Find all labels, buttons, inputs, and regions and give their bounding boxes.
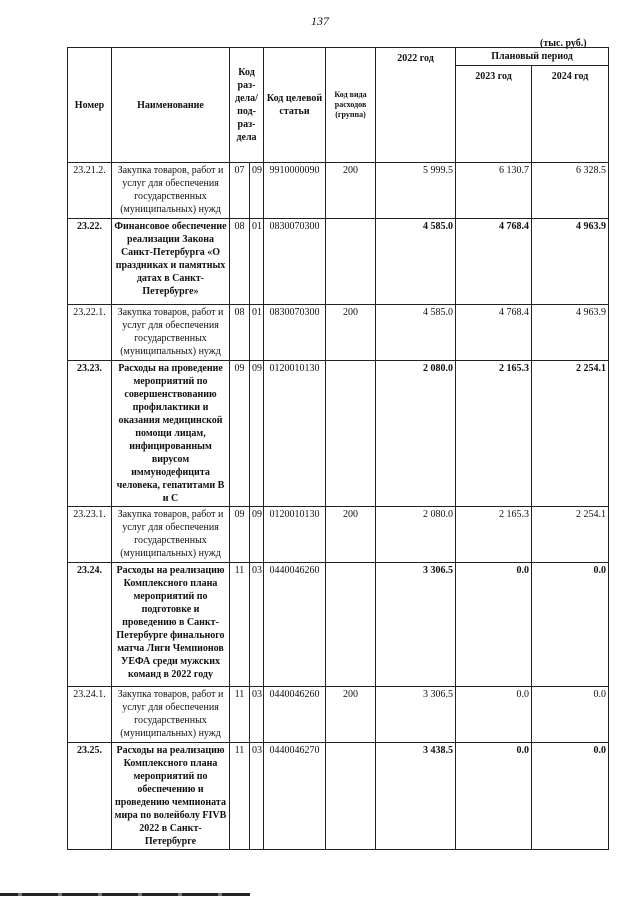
units-label: (тыс. руб.)	[540, 38, 587, 49]
row-amount-2023: 0.0	[456, 743, 532, 850]
row-amount-2023: 2 165.3	[456, 507, 532, 563]
row-subsection: 09	[250, 163, 264, 219]
row-section: 11	[230, 743, 250, 850]
table-row	[68, 305, 609, 361]
row-subsection: 09	[250, 361, 264, 507]
table-header	[68, 48, 609, 163]
row-amount-2023: 0.0	[456, 687, 532, 743]
row-name: Закупка товаров, работ и услуг для обеспечения государственных (муниципальных) нужд	[112, 163, 230, 219]
row-amount-2024: 0.0	[532, 563, 609, 687]
row-amount-2023: 2 165.3	[456, 361, 532, 507]
row-name: Расходы на реализацию Комплексного плана мероприятий по обеспечению и проведению чемпионата мира по волейболу FIVB 2022 в Санкт-Петербурге	[112, 743, 230, 850]
row-expense-type	[326, 361, 376, 507]
row-section: 07	[230, 163, 250, 219]
row-amount-2022: 3 306.5	[376, 563, 456, 687]
row-number: 23.22.1.	[68, 305, 112, 361]
header-expense-type: Код вида расходов (группа)	[326, 48, 376, 163]
row-number: 23.24.	[68, 563, 112, 687]
row-amount-2022: 4 585.0	[376, 219, 456, 305]
row-amount-2024: 2 254.1	[532, 361, 609, 507]
table-row	[68, 687, 609, 743]
row-section: 11	[230, 563, 250, 687]
header-year-2023: 2023 год	[456, 66, 532, 163]
budget-table	[67, 47, 609, 850]
row-expense-type: 200	[326, 163, 376, 219]
header-target: Код целевой статьи	[264, 48, 326, 163]
row-number: 23.23.	[68, 361, 112, 507]
header-name: Наименование	[112, 48, 230, 163]
page-number: 137	[311, 14, 329, 28]
row-section: 09	[230, 361, 250, 507]
row-amount-2024: 6 328.5	[532, 163, 609, 219]
table-row	[68, 163, 609, 219]
row-expense-type: 200	[326, 687, 376, 743]
row-name: Закупка товаров, работ и услуг для обеспечения государственных (муниципальных) нужд	[112, 305, 230, 361]
table-row	[68, 563, 609, 687]
row-number: 23.22.	[68, 219, 112, 305]
row-number: 23.25.	[68, 743, 112, 850]
row-subsection: 03	[250, 563, 264, 687]
row-amount-2022: 3 306.5	[376, 687, 456, 743]
row-section: 09	[230, 507, 250, 563]
row-section: 08	[230, 305, 250, 361]
row-target-code: 0120010130	[264, 361, 326, 507]
row-target-code: 0830070300	[264, 305, 326, 361]
row-section: 08	[230, 219, 250, 305]
header-number: Номер	[68, 48, 112, 163]
row-expense-type: 200	[326, 305, 376, 361]
row-amount-2023: 4 768.4	[456, 219, 532, 305]
row-expense-type	[326, 743, 376, 850]
header-section: Код раз- дела/ под- раз- дела	[230, 48, 264, 163]
row-subsection: 03	[250, 743, 264, 850]
row-amount-2024: 4 963.9	[532, 219, 609, 305]
row-amount-2024: 4 963.9	[532, 305, 609, 361]
row-target-code: 0830070300	[264, 219, 326, 305]
table-row	[68, 219, 609, 305]
row-amount-2024: 2 254.1	[532, 507, 609, 563]
row-target-code: 0440046260	[264, 563, 326, 687]
row-subsection: 01	[250, 219, 264, 305]
row-subsection: 03	[250, 687, 264, 743]
header-year-2022: 2022 год	[376, 48, 456, 163]
table-row	[68, 361, 609, 507]
row-name: Закупка товаров, работ и услуг для обеспечения государственных (муниципальных) нужд	[112, 687, 230, 743]
row-subsection: 09	[250, 507, 264, 563]
row-amount-2022: 5 999.5	[376, 163, 456, 219]
table-row	[68, 507, 609, 563]
row-name: Закупка товаров, работ и услуг для обеспечения государственных (муниципальных) нужд	[112, 507, 230, 563]
row-name: Расходы на реализацию Комплексного плана мероприятий по подготовке и проведению в Санкт-Петербурге финального матча Лиги Чемпионов УЕФА среди мужских команд в 2022 году	[112, 563, 230, 687]
row-target-code: 0440046260	[264, 687, 326, 743]
row-target-code: 0120010130	[264, 507, 326, 563]
scan-edge-mark	[0, 893, 250, 896]
row-target-code: 0440046270	[264, 743, 326, 850]
row-number: 23.21.2.	[68, 163, 112, 219]
row-target-code: 9910000090	[264, 163, 326, 219]
table-row	[68, 743, 609, 850]
row-subsection: 01	[250, 305, 264, 361]
row-name: Финансовое обеспечение реализации Закона Санкт-Петербурга «О праздниках и памятных датах в Санкт-Петербурге»	[112, 219, 230, 305]
row-name: Расходы на проведение мероприятий по совершенствованию профилактики и оказания медицинской помощи лицам, инфицированным вирусом иммунодефицита человека, гепатитами В и С	[112, 361, 230, 507]
row-amount-2022: 4 585.0	[376, 305, 456, 361]
row-section: 11	[230, 687, 250, 743]
row-amount-2024: 0.0	[532, 687, 609, 743]
row-expense-type	[326, 219, 376, 305]
table-body	[68, 163, 609, 850]
row-number: 23.24.1.	[68, 687, 112, 743]
row-amount-2022: 2 080.0	[376, 507, 456, 563]
row-expense-type: 200	[326, 507, 376, 563]
row-amount-2024: 0.0	[532, 743, 609, 850]
row-expense-type	[326, 563, 376, 687]
row-amount-2023: 4 768.4	[456, 305, 532, 361]
row-amount-2022: 2 080.0	[376, 361, 456, 507]
row-amount-2023: 0.0	[456, 563, 532, 687]
row-number: 23.23.1.	[68, 507, 112, 563]
header-planned-period: Плановый период	[456, 48, 609, 66]
row-amount-2022: 3 438.5	[376, 743, 456, 850]
header-year-2024: 2024 год	[532, 66, 609, 163]
row-amount-2023: 6 130.7	[456, 163, 532, 219]
